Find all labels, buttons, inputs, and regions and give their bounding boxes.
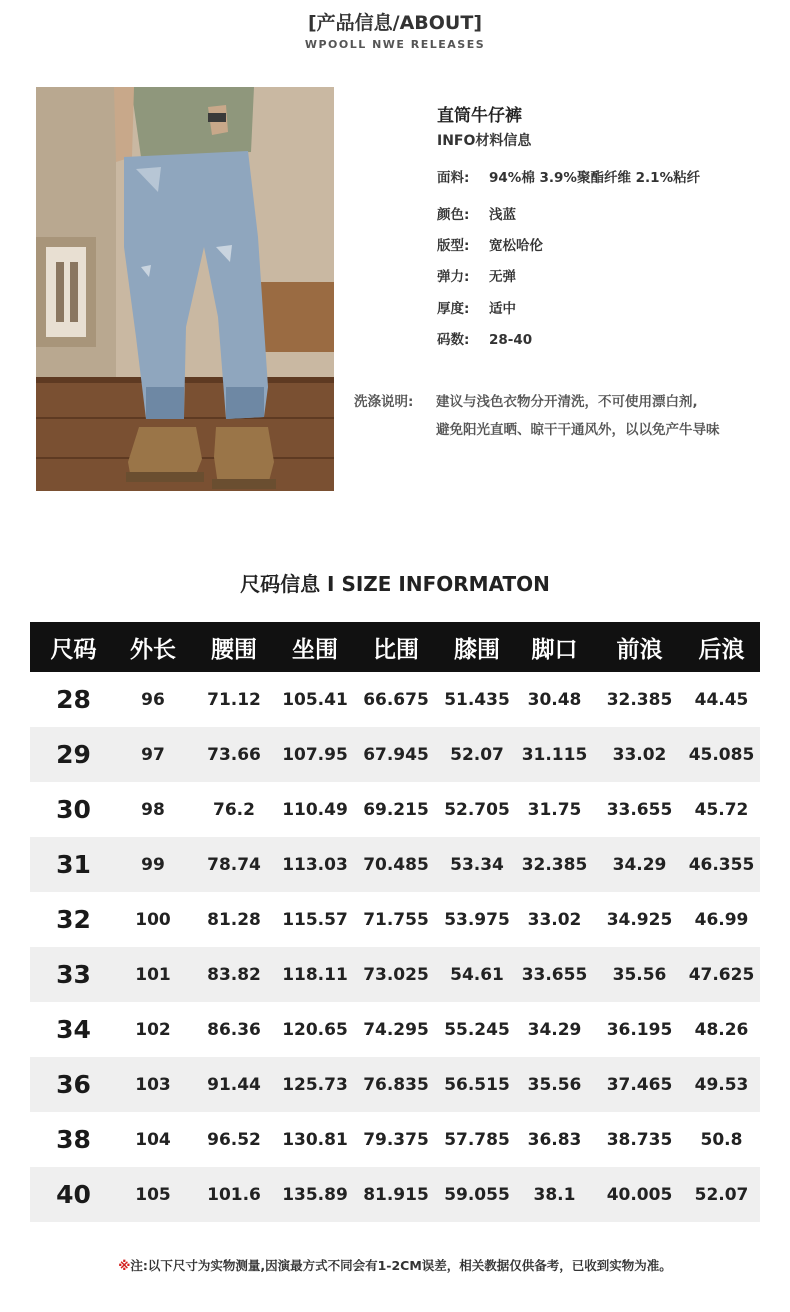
measure-cell: 125.73 (282, 1074, 348, 1095)
measure-cell: 38.735 (606, 1129, 673, 1150)
field-label: 码数: (437, 332, 470, 348)
table-body (30, 672, 760, 1222)
measure-cell: 66.675 (363, 689, 429, 710)
measure-cell: 101 (135, 964, 171, 985)
field-fabric (437, 166, 700, 186)
field-sizes (437, 328, 532, 348)
note-text: 注:以下尺寸为实物测量,因演最方式不同会有1-2CM误差，相关教据仅供备考，已收到实物为准。 (130, 1258, 672, 1273)
size-section-title: 尺码信息 I SIZE INFORMATON (240, 572, 550, 596)
measure-cell: 45.72 (694, 799, 749, 820)
wash-label: 洗涤说明: (354, 394, 414, 410)
measure-cell: 96.52 (207, 1129, 261, 1150)
table-row (30, 892, 760, 947)
column-header: 比围 (373, 636, 419, 663)
page-subtitle: WPOOLL NWE RELEASES (304, 38, 486, 51)
wash-line: 避免阳光直晒、晾干干通风外，以以免产牛导味 (436, 422, 720, 438)
measure-cell: 36.83 (527, 1129, 582, 1150)
measure-cell: 33.655 (521, 964, 588, 985)
measure-cell: 76.835 (363, 1074, 429, 1095)
column-header: 膝围 (454, 636, 500, 663)
column-header: 前浪 (616, 636, 663, 663)
measure-cell: 32.385 (521, 854, 588, 875)
measure-cell: 69.215 (363, 799, 429, 820)
measure-cell: 38.1 (533, 1184, 576, 1205)
measure-cell: 71.755 (363, 909, 429, 930)
column-header: 腰围 (211, 636, 257, 663)
measure-cell: 83.82 (207, 964, 261, 985)
size-cell: 33 (56, 960, 91, 989)
measure-cell: 70.485 (363, 854, 429, 875)
measure-cell: 107.95 (282, 744, 348, 765)
measure-cell: 73.66 (207, 744, 261, 765)
field-label: 版型: (437, 238, 470, 254)
measure-cell: 34.29 (527, 1019, 582, 1040)
measure-cell: 51.435 (444, 689, 510, 710)
field-label: 弹力: (437, 269, 470, 285)
info-heading: INFO材料信息 (437, 133, 532, 149)
measure-cell: 57.785 (444, 1129, 510, 1150)
size-cell: 28 (56, 685, 91, 714)
field-label: 厚度: (437, 301, 470, 317)
table-row (30, 727, 760, 782)
size-cell: 36 (56, 1070, 91, 1099)
measure-cell: 130.81 (282, 1129, 348, 1150)
column-header: 外长 (130, 636, 176, 663)
field-color (437, 203, 516, 223)
field-stretch (437, 265, 516, 285)
measure-cell: 48.26 (694, 1019, 749, 1040)
measure-cell: 52.07 (694, 1184, 749, 1205)
size-cell: 31 (56, 850, 91, 879)
measure-cell: 44.45 (694, 689, 749, 710)
table-row (30, 1112, 760, 1167)
measure-cell: 33.02 (527, 909, 582, 930)
size-cell: 30 (56, 795, 91, 824)
measure-cell: 52.07 (450, 744, 504, 765)
measure-cell: 76.2 (213, 799, 255, 820)
measure-cell: 99 (141, 854, 165, 875)
product-name: 直筒牛仔裤 (437, 106, 522, 126)
size-cell: 38 (56, 1125, 91, 1154)
table-row (30, 1057, 760, 1112)
field-value: 94%棉 3.9%聚酯纤维 2.1%粘纤 (489, 170, 701, 186)
measure-cell: 59.055 (444, 1184, 510, 1205)
measure-cell: 33.02 (612, 744, 667, 765)
table-row (30, 1167, 760, 1222)
measure-cell: 105 (135, 1184, 171, 1205)
column-header: 尺码 (50, 636, 97, 663)
measure-cell: 103 (135, 1074, 171, 1095)
measure-cell: 34.29 (612, 854, 667, 875)
measure-cell: 56.515 (444, 1074, 510, 1095)
measure-cell: 40.005 (606, 1184, 673, 1205)
field-thickness (437, 297, 516, 317)
measure-cell: 78.74 (207, 854, 261, 875)
column-header: 坐围 (292, 636, 338, 663)
field-value: 28-40 (489, 332, 533, 348)
measure-cell: 47.625 (688, 964, 755, 985)
column-header: 脚口 (531, 636, 578, 663)
measure-cell: 81.28 (207, 909, 261, 930)
measure-cell: 115.57 (282, 909, 348, 930)
measure-cell: 31.75 (527, 799, 582, 820)
measure-cell: 54.61 (450, 964, 504, 985)
measure-cell: 32.385 (606, 689, 673, 710)
measure-cell: 71.12 (207, 689, 261, 710)
measure-cell: 120.65 (282, 1019, 348, 1040)
size-cell: 29 (56, 740, 91, 769)
measure-cell: 36.195 (606, 1019, 673, 1040)
measure-cell: 102 (135, 1019, 171, 1040)
measure-cell: 101.6 (207, 1184, 261, 1205)
measure-cell: 37.465 (606, 1074, 673, 1095)
measure-cell: 91.44 (207, 1074, 261, 1095)
wash-line: 建议与浅色衣物分开清洗，不可使用漂白剂, (436, 394, 698, 410)
page-title: [产品信息/ABOUT] (307, 12, 483, 34)
measure-cell: 53.975 (444, 909, 510, 930)
note-mark: ※ (118, 1258, 131, 1273)
measure-cell: 34.925 (606, 909, 673, 930)
table-row (30, 1002, 760, 1057)
field-fit (437, 234, 543, 254)
measure-cell: 31.115 (521, 744, 588, 765)
measure-cell: 35.56 (527, 1074, 582, 1095)
measure-cell: 67.945 (363, 744, 429, 765)
measure-cell: 97 (141, 744, 165, 765)
measure-cell: 45.085 (688, 744, 755, 765)
measure-cell: 74.295 (363, 1019, 429, 1040)
measure-cell: 49.53 (694, 1074, 749, 1095)
field-label: 面料: (437, 170, 470, 186)
measure-cell: 110.49 (282, 799, 348, 820)
measure-cell: 35.56 (612, 964, 667, 985)
measure-cell: 73.025 (363, 964, 429, 985)
field-value: 无弹 (489, 269, 516, 285)
measurement-note (0, 1256, 790, 1274)
measure-cell: 53.34 (450, 854, 504, 875)
measure-cell: 46.99 (694, 909, 749, 930)
measure-cell: 46.355 (688, 854, 755, 875)
measure-cell: 100 (135, 909, 171, 930)
field-label: 颜色: (437, 207, 470, 223)
measure-cell: 33.655 (606, 799, 673, 820)
table-row (30, 837, 760, 892)
column-header: 后浪 (698, 636, 745, 663)
measure-cell: 105.41 (282, 689, 348, 710)
measure-cell: 30.48 (527, 689, 582, 710)
field-value: 宽松哈伦 (489, 238, 543, 254)
measure-cell: 55.245 (444, 1019, 510, 1040)
field-value: 浅蓝 (489, 207, 516, 223)
table-row (30, 672, 760, 727)
table-header-row (30, 622, 760, 672)
measure-cell: 96 (141, 689, 165, 710)
measure-cell: 79.375 (363, 1129, 429, 1150)
measure-cell: 52.705 (444, 799, 510, 820)
measure-cell: 135.89 (282, 1184, 348, 1205)
measure-cell: 50.8 (700, 1129, 743, 1150)
measure-cell: 86.36 (207, 1019, 261, 1040)
size-cell: 32 (56, 905, 91, 934)
field-value: 适中 (489, 301, 516, 317)
measure-cell: 81.915 (363, 1184, 429, 1205)
product-photo (36, 87, 334, 491)
table-row (30, 947, 760, 1002)
size-table (30, 622, 760, 1222)
measure-cell: 104 (135, 1129, 171, 1150)
measure-cell: 118.11 (282, 964, 348, 985)
size-cell: 34 (56, 1015, 91, 1044)
size-cell: 40 (56, 1180, 91, 1209)
measure-cell: 113.03 (282, 854, 348, 875)
table-row (30, 782, 760, 837)
measure-cell: 98 (141, 799, 165, 820)
